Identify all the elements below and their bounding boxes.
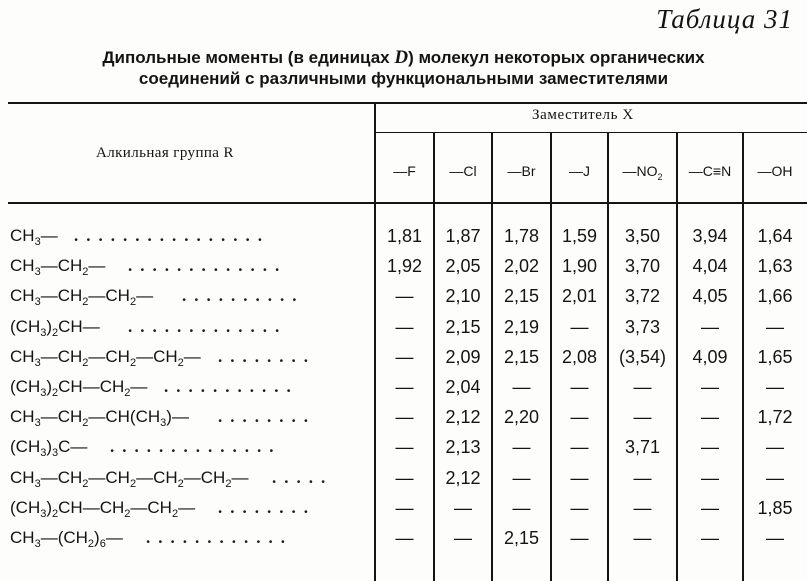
table-cell: 2,01 [561, 286, 598, 307]
table-cell: 2,04 [445, 377, 481, 397]
table-cell: (3,54) [618, 346, 667, 367]
column-header-5: $—NO_2$ [622, 163, 663, 182]
table-cell: 2,13 [445, 437, 481, 458]
table-cell: — [570, 407, 589, 428]
column-header-1: —F [393, 163, 416, 179]
table-cell: 2,05 [445, 256, 481, 277]
dot-leader: ........ [218, 346, 316, 366]
row-label: $(CH_3)_2CH—CH_2—CH_2—$ [10, 497, 196, 520]
row-label: $CH_3—CH_2—CH_2—CH_2—CH_2—$ [10, 467, 249, 490]
dot-leader: ........ [218, 497, 316, 517]
row-label: $CH_3—CH_2—CH(CH_3)—$ [10, 407, 189, 430]
row-label: $CH_3—CH_2—CH_2—CH_2—$ [10, 346, 201, 369]
dot-leader: ............. [128, 316, 288, 336]
table-cell: 1,85 [757, 497, 793, 518]
dot-leader: ................ [74, 226, 270, 245]
row-label: $CH_3—CH_2—CH_2—$ [10, 286, 154, 309]
column-header-2: —Cl [449, 163, 477, 179]
table-cell: — [570, 377, 589, 397]
table-cell: — [570, 528, 589, 548]
column-rule [374, 103, 376, 581]
table-cell: — [395, 497, 414, 518]
table-cell: 2,12 [445, 467, 481, 488]
column-rule [676, 133, 678, 581]
table-cell: — [633, 407, 652, 428]
row-label: $CH_3—CH_2—$ [10, 256, 106, 279]
dot-leader: .......... [182, 286, 305, 306]
column-rule [742, 133, 744, 581]
column-rule [607, 133, 609, 581]
table-cell: — [570, 437, 589, 458]
caption-text-post: ) молекул некоторых органических [408, 48, 705, 67]
table-cell: 1,66 [757, 286, 793, 307]
table-cell: — [395, 467, 414, 488]
table-cell: 1,92 [386, 256, 423, 277]
table-cell: 2,15 [503, 286, 540, 307]
table-cell: 2,12 [445, 407, 481, 428]
table-cell: 4,09 [692, 346, 728, 367]
table-cell: 1,63 [757, 256, 793, 277]
table-cell: 3,71 [624, 437, 661, 458]
column-header-4: —J [569, 163, 590, 179]
table-cell: — [633, 377, 652, 397]
table-cell: 1,65 [757, 346, 793, 367]
row-label: $(CH_3)_2CH—CH_2—$ [10, 377, 148, 399]
table-cell: 2,02 [503, 256, 540, 277]
table-cell: 3,73 [624, 316, 661, 337]
table-cell: — [512, 437, 531, 458]
table-cell: — [395, 377, 414, 397]
table-cell: — [633, 467, 652, 488]
table-cell: 2,15 [503, 528, 540, 548]
table-cell: — [570, 497, 589, 518]
table-cell: 2,15 [445, 316, 481, 337]
table-cell: 1,90 [561, 256, 598, 277]
table-cell: 2,09 [445, 346, 481, 367]
table-cell: — [512, 497, 531, 518]
column-header-3: —Br [507, 163, 536, 179]
table-cell: — [766, 377, 784, 397]
table-caption-line-1 [0, 47, 807, 68]
table-cell: — [766, 437, 784, 458]
rule-top [8, 102, 807, 104]
caption-text-pre: Дипольные моменты (в единицах [102, 48, 395, 67]
dot-leader: .............. [110, 437, 282, 457]
table-caption-line-2: соединений с различными функциональными заместителями [138, 69, 669, 88]
table-cell: — [701, 467, 719, 488]
dot-leader: ............ [146, 528, 293, 547]
table-cell: — [701, 497, 719, 518]
table-cell: 3,70 [624, 256, 661, 277]
table-cell: 1,64 [757, 226, 793, 246]
table-cell: 2,20 [503, 407, 540, 428]
table-cell: — [454, 497, 472, 518]
table-cell: — [512, 377, 531, 397]
table-cell: — [701, 437, 719, 458]
table-cell: — [633, 497, 652, 518]
dot-leader: ..... [272, 467, 334, 487]
table-cell: — [395, 528, 414, 548]
table-cell: — [570, 316, 589, 337]
rule-header-bottom [8, 202, 807, 204]
table-cell: 3,50 [624, 226, 661, 246]
table-cell: — [570, 467, 589, 488]
column-header-6: —C≡N [688, 163, 732, 179]
row-label: $(CH_3)_3C—$ [10, 437, 88, 460]
table-cell: 4,04 [692, 256, 728, 277]
table-cell: 1,81 [386, 226, 423, 246]
table-cell: — [395, 316, 414, 337]
table-cell: — [701, 528, 719, 548]
table-cell: — [454, 528, 472, 548]
table-cell: 1,59 [561, 226, 598, 246]
table-cell: — [766, 316, 784, 337]
column-rule [491, 133, 493, 581]
table-cell: 2,10 [445, 286, 481, 307]
table-cell: 1,78 [503, 226, 540, 246]
table-cell: — [701, 316, 719, 337]
column-rule [433, 133, 435, 581]
table-cell: — [766, 467, 784, 488]
row-label: $(CH_3)_2CH—$ [10, 316, 100, 339]
dot-leader: ............. [128, 256, 288, 276]
table-cell: — [395, 407, 414, 428]
table-cell: — [395, 437, 414, 458]
column-rule [550, 133, 552, 581]
column-header-7: —OH [757, 163, 793, 179]
table-cell: — [701, 377, 719, 397]
row-label: $CH_3—(CH_2)_6—$ [10, 528, 123, 550]
table-cell: — [766, 528, 784, 548]
dot-leader: ........... [164, 377, 299, 396]
table-cell: 3,94 [692, 226, 728, 246]
table-cell: 2,15 [503, 346, 540, 367]
dot-leader: ........ [218, 407, 316, 427]
table-cell: 2,08 [561, 346, 598, 367]
table-cell: 2,19 [503, 316, 540, 337]
header-substituent: Заместитель X [532, 107, 634, 123]
table-cell: 3,72 [624, 286, 661, 307]
header-alkyl-group: Алкильная группа R [96, 145, 234, 161]
table-cell: — [512, 467, 531, 488]
table-cell: 1,72 [757, 407, 793, 428]
caption-unit-symbol: D [394, 47, 409, 68]
table-cell: — [633, 528, 652, 548]
table-cell: 4,05 [692, 286, 728, 307]
table-cell: — [395, 346, 414, 367]
table-cell: — [395, 286, 414, 307]
table-number: Таблица 31 [656, 4, 793, 34]
table-cell: 1,87 [445, 226, 481, 246]
table-cell: — [701, 407, 719, 428]
row-label: $CH_3—$ [10, 226, 58, 248]
